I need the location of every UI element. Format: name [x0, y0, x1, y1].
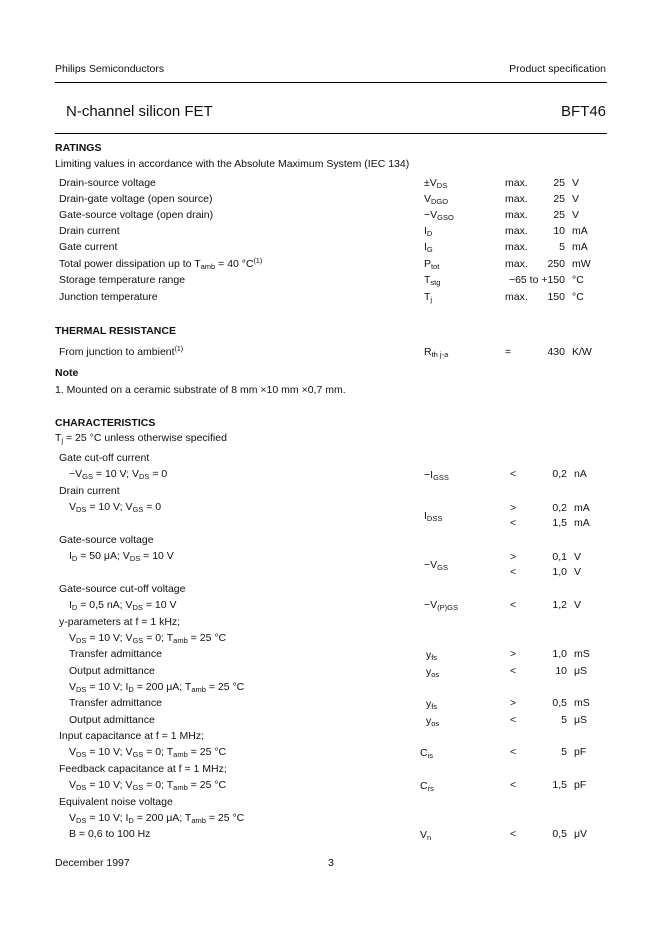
char-condition: $V_{DS} = 10$ V; $V_{GS} = 0$; $T_{amb} = 25$ °C	[69, 779, 227, 792]
rating-label: Gate current	[59, 241, 118, 253]
char-qualifier: <	[510, 599, 517, 611]
rating-unit: V	[572, 209, 580, 221]
ratings-heading: RATINGS	[55, 142, 102, 154]
char-condition: $V_{DS} = 10$ V; $V_{GS} = 0$	[69, 501, 162, 514]
rating-symbol: $T_j$	[424, 291, 433, 304]
char-condition: $V_{DS} = 10$ V; $V_{GS} = 0$; $T_{amb} = 25$ °C	[69, 632, 227, 645]
thermal-label: From junction to ambient$^{(1)}$	[59, 346, 184, 358]
char-unit: nA	[574, 468, 587, 480]
rating-qualifier: max.	[505, 209, 528, 221]
rating-qualifier: max.	[505, 241, 528, 253]
char-qualifier: >	[510, 551, 517, 563]
char-title: Feedback capacitance at f = 1 MHz;	[59, 763, 227, 775]
char-unit: mS	[574, 697, 590, 709]
rating-value: 150	[547, 291, 565, 303]
char-symbol: $y_{os}$	[426, 715, 440, 728]
char-unit: V	[574, 599, 582, 611]
char-symbol: $-V_{GS}$	[424, 559, 448, 572]
rating-unit: V	[572, 193, 580, 205]
rating-symbol: $I_D$	[424, 225, 433, 238]
char-unit: mA	[574, 517, 590, 529]
footer-date: December 1997	[55, 857, 130, 869]
rating-label: Total power dissipation up to $T_{amb} = 40$ $^\circ C^{(1)}$	[59, 258, 263, 271]
char-title: Gate cut-off current	[59, 452, 150, 464]
rating-range: −65 to +150	[508, 274, 565, 286]
rating-qualifier: max.	[505, 193, 528, 205]
char-qualifier: <	[510, 746, 517, 758]
char-title: Drain current	[59, 485, 120, 497]
char-symbol: $y_{os}$	[426, 666, 440, 679]
rating-unit: °C	[572, 274, 584, 286]
char-unit: pF	[574, 746, 587, 758]
rating-label: Storage temperature range	[59, 274, 186, 286]
rating-label: Gate-source voltage (open drain)	[59, 209, 214, 221]
rating-symbol: $T_{stg}$	[424, 274, 441, 287]
company-name: Philips Semiconductors	[55, 63, 165, 75]
char-value: 1,0	[552, 566, 567, 578]
char-symbol: $-I_{GSS}$	[424, 469, 449, 482]
char-qualifier: >	[510, 697, 517, 709]
char-condition: $V_{DS} = 10$ V; $I_D = 200$ μA; $T_{amb} = 25$ °C	[69, 681, 245, 694]
rating-label: Drain-source voltage	[59, 177, 156, 189]
title-rule	[55, 133, 607, 134]
char-symbol: $y_{fs}$	[426, 649, 438, 662]
char-value: 5	[561, 746, 567, 758]
ratings-intro: Limiting values in accordance with the Absolute Maximum System (IEC 134)	[55, 158, 410, 170]
char-value: 1,5	[552, 517, 567, 529]
page-title: N-channel silicon FET	[66, 103, 213, 120]
char-value: 0,2	[552, 502, 567, 514]
char-qualifier: <	[510, 468, 517, 480]
rating-qualifier: max.	[505, 258, 528, 270]
char-param-label: Transfer admittance	[69, 648, 162, 660]
char-qualifier: <	[510, 566, 517, 578]
thermal-qualifier: =	[505, 346, 512, 358]
char-qualifier: <	[510, 779, 517, 791]
char-unit: V	[574, 566, 582, 578]
rating-symbol: $V_{DGO}$	[424, 193, 449, 206]
characteristics-heading: CHARACTERISTICS	[55, 417, 156, 429]
page-number: 3	[328, 857, 334, 869]
rating-qualifier: max.	[505, 291, 528, 303]
char-condition: $V_{DS} = 10$ V; $I_D = 200$ μA; $T_{amb} = 25$ °C	[69, 812, 245, 825]
rating-value: 25	[553, 193, 565, 205]
char-title: Gate-source cut-off voltage	[59, 583, 186, 595]
rating-value: 250	[547, 258, 565, 270]
rating-value: 5	[559, 241, 565, 253]
char-unit: μS	[574, 714, 588, 726]
char-symbol: $C_{is}$	[420, 747, 434, 760]
char-condition: $-V_{GS} = 10$ V; $V_{DS} = 0$	[69, 468, 168, 481]
note-text: 1. Mounted on a ceramic substrate of 8 mm ×10 mm ×0,7 mm.	[55, 384, 346, 396]
char-qualifier: <	[510, 828, 517, 840]
char-unit: μS	[574, 665, 588, 677]
char-value: 1,0	[552, 648, 567, 660]
thermal-value: 430	[547, 346, 565, 358]
char-unit: mA	[574, 502, 590, 514]
char-unit: V	[574, 551, 582, 563]
char-value: 0,2	[552, 468, 567, 480]
thermal-symbol: $R_{th j-a}$	[424, 346, 449, 359]
rating-symbol: $I_G$	[424, 241, 433, 254]
char-qualifier: <	[510, 517, 517, 529]
char-unit: pF	[574, 779, 587, 791]
rating-label: Drain current	[59, 225, 120, 237]
rating-unit: V	[572, 177, 580, 189]
char-symbol: $I_{DSS}$	[424, 510, 443, 523]
rating-value: 25	[553, 177, 565, 189]
char-condition: $V_{DS} = 10$ V; $V_{GS} = 0$; $T_{amb} = 25$ °C	[69, 746, 227, 759]
rating-value: 25	[553, 209, 565, 221]
rating-value: 10	[553, 225, 565, 237]
thermal-unit: K/W	[572, 346, 592, 358]
char-condition: B = 0,6 to 100 Hz	[69, 828, 151, 840]
char-unit: μV	[574, 828, 588, 840]
char-value: 10	[555, 665, 567, 677]
char-title: Equivalent noise voltage	[59, 796, 173, 808]
doc-type: Product specification	[509, 63, 606, 75]
rating-qualifier: max.	[505, 177, 528, 189]
characteristics-conditions: $T_j = 25$ °C unless otherwise specified	[55, 432, 227, 445]
char-condition: $I_D = 0,5$ nA; $V_{DS} = 10$ V	[69, 599, 177, 612]
char-qualifier: <	[510, 665, 517, 677]
rating-symbol: $P_{tot}$	[424, 258, 440, 271]
char-param-label: Output admittance	[69, 665, 155, 677]
char-title: Input capacitance at f = 1 MHz;	[59, 730, 205, 742]
char-value: 1,2	[552, 599, 567, 611]
char-title: y-parameters at f = 1 kHz;	[59, 616, 181, 628]
rating-symbol: $\pm V_{DS}$	[424, 177, 448, 190]
rating-unit: mA	[572, 225, 588, 237]
char-condition: $I_D = 50$ μA; $V_{DS} = 10$ V	[69, 550, 174, 563]
part-number: BFT46	[560, 103, 606, 120]
char-title: Gate-source voltage	[59, 534, 154, 546]
char-qualifier: <	[510, 714, 517, 726]
char-value: 0,5	[552, 697, 567, 709]
rating-unit: mW	[572, 258, 591, 270]
note-heading: Note	[55, 367, 79, 379]
char-value: 0,1	[552, 551, 567, 563]
char-value: 1,5	[552, 779, 567, 791]
thermal-heading: THERMAL RESISTANCE	[55, 325, 176, 337]
char-qualifier: >	[510, 502, 517, 514]
rating-label: Drain-gate voltage (open source)	[59, 193, 213, 205]
char-value: 5	[561, 714, 567, 726]
char-symbol: $C_{rs}$	[420, 780, 434, 793]
char-symbol: $V_n$	[420, 829, 432, 842]
char-value: 0,5	[552, 828, 567, 840]
rating-symbol: $-V_{GSO}$	[424, 209, 454, 222]
rating-qualifier: max.	[505, 225, 528, 237]
char-qualifier: >	[510, 648, 517, 660]
char-symbol: $-V_{(P)GS}$	[424, 599, 458, 612]
rating-label: Junction temperature	[59, 291, 158, 303]
char-unit: mS	[574, 648, 590, 660]
char-param-label: Output admittance	[69, 714, 155, 726]
rating-unit: mA	[572, 241, 588, 253]
rating-unit: °C	[572, 291, 584, 303]
header-rule	[55, 82, 607, 83]
char-symbol: $y_{fs}$	[426, 698, 438, 711]
char-param-label: Transfer admittance	[69, 697, 162, 709]
